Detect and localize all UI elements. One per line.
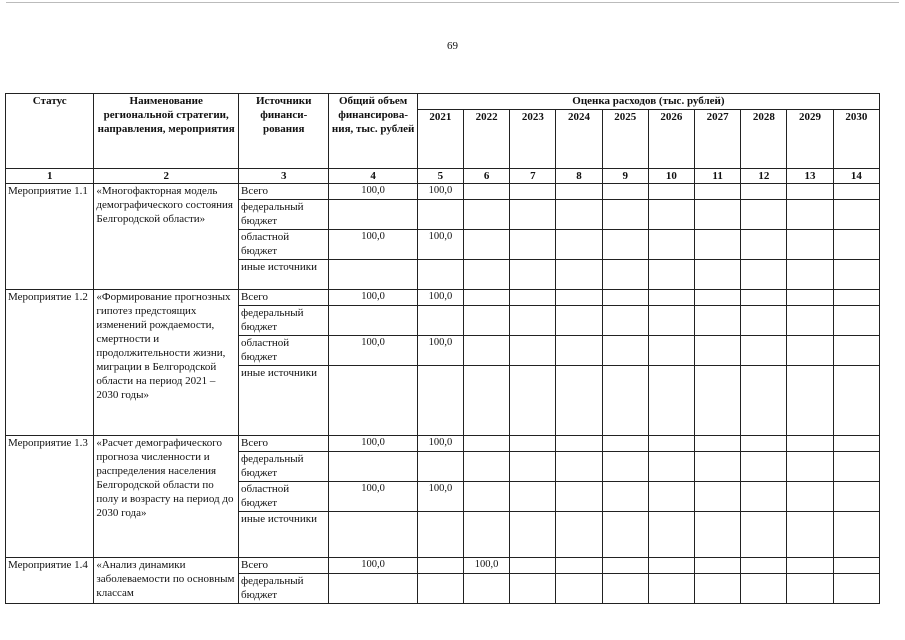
year-2022-value <box>464 512 510 558</box>
source-label: областной бюджет <box>239 482 329 512</box>
year-header: 2027 <box>695 110 741 169</box>
year-2022-value: 100,0 <box>464 558 510 574</box>
total-value <box>329 574 417 604</box>
year-2021-value: 100,0 <box>417 290 463 306</box>
source-label: иные источники <box>239 260 329 290</box>
year-header: 2028 <box>741 110 787 169</box>
column-number: 14 <box>833 169 879 184</box>
column-number: 7 <box>510 169 556 184</box>
year-2021-value <box>417 558 463 574</box>
year-2022-value <box>464 574 510 604</box>
source-label: Всего <box>239 184 329 200</box>
table-row <box>6 558 880 574</box>
source-label: областной бюджет <box>239 336 329 366</box>
year-2021-value: 100,0 <box>417 482 463 512</box>
table-row <box>6 290 880 306</box>
year-header: 2023 <box>510 110 556 169</box>
column-number: 10 <box>648 169 694 184</box>
year-2022-value <box>464 306 510 336</box>
total-value <box>329 452 417 482</box>
column-number: 6 <box>464 169 510 184</box>
column-number: 13 <box>787 169 833 184</box>
column-number: 9 <box>602 169 648 184</box>
column-number: 11 <box>695 169 741 184</box>
year-header: 2030 <box>833 110 879 169</box>
column-numbers-row <box>6 169 880 184</box>
source-label: иные источники <box>239 512 329 558</box>
year-2022-value <box>464 260 510 290</box>
header-status: Статус <box>6 94 94 169</box>
year-2022-value <box>464 184 510 200</box>
year-2021-value <box>417 512 463 558</box>
year-2022-value <box>464 452 510 482</box>
top-rule <box>6 2 899 3</box>
header-total: Общий объем финансирова-ния, тыс. рублей <box>329 94 417 169</box>
year-2022-value <box>464 436 510 452</box>
budget-table <box>5 93 880 604</box>
column-number: 5 <box>417 169 463 184</box>
source-label: федеральный бюджет <box>239 452 329 482</box>
source-label: областной бюджет <box>239 230 329 260</box>
year-2021-value <box>417 200 463 230</box>
year-2021-value: 100,0 <box>417 230 463 260</box>
total-value: 100,0 <box>329 558 417 574</box>
year-2021-value <box>417 366 463 436</box>
year-2022-value <box>464 336 510 366</box>
measure-name: «Анализ динамики заболеваемости по основным классам <box>94 558 239 604</box>
measure-status: Мероприятие 1.3 <box>6 436 94 558</box>
source-label: Всего <box>239 558 329 574</box>
header-estimate: Оценка расходов (тыс. рублей) <box>417 94 879 110</box>
column-number: 12 <box>741 169 787 184</box>
year-header: 2021 <box>417 110 463 169</box>
year-header: 2029 <box>787 110 833 169</box>
page-number: 69 <box>447 40 458 52</box>
year-2021-value <box>417 260 463 290</box>
source-label: Всего <box>239 290 329 306</box>
year-2022-value <box>464 230 510 260</box>
total-value: 100,0 <box>329 436 417 452</box>
source-label: федеральный бюджет <box>239 200 329 230</box>
year-2022-value <box>464 200 510 230</box>
year-header: 2025 <box>602 110 648 169</box>
total-value <box>329 512 417 558</box>
source-label: федеральный бюджет <box>239 306 329 336</box>
table-row <box>6 436 880 452</box>
source-label: Всего <box>239 436 329 452</box>
total-value: 100,0 <box>329 336 417 366</box>
total-value: 100,0 <box>329 230 417 260</box>
column-number: 3 <box>239 169 329 184</box>
year-2022-value <box>464 290 510 306</box>
table-body <box>6 184 880 604</box>
measure-status: Мероприятие 1.4 <box>6 558 94 604</box>
table-row <box>6 184 880 200</box>
measure-name: «Расчет демографического прогноза численности и распределения населения Белгородской области по полу и возрасту на период до 2030 года» <box>94 436 239 558</box>
total-value: 100,0 <box>329 290 417 306</box>
source-label: федеральный бюджет <box>239 574 329 604</box>
total-value <box>329 366 417 436</box>
total-value: 100,0 <box>329 184 417 200</box>
year-2021-value <box>417 306 463 336</box>
year-2022-value <box>464 366 510 436</box>
year-2021-value <box>417 452 463 482</box>
column-number: 2 <box>94 169 239 184</box>
year-2021-value <box>417 574 463 604</box>
year-header: 2026 <box>648 110 694 169</box>
total-value <box>329 306 417 336</box>
header-name: Наименование региональной стратегии, направления, мероприятия <box>94 94 239 169</box>
year-header: 2022 <box>464 110 510 169</box>
year-2022-value <box>464 482 510 512</box>
year-2021-value: 100,0 <box>417 184 463 200</box>
column-number: 8 <box>556 169 602 184</box>
total-value <box>329 200 417 230</box>
column-number: 1 <box>6 169 94 184</box>
column-number: 4 <box>329 169 417 184</box>
measure-status: Мероприятие 1.1 <box>6 184 94 290</box>
measure-name: «Многофакторная модель демографического состояния Белгородской области» <box>94 184 239 290</box>
total-value <box>329 260 417 290</box>
measure-status: Мероприятие 1.2 <box>6 290 94 436</box>
year-2021-value: 100,0 <box>417 436 463 452</box>
year-2021-value: 100,0 <box>417 336 463 366</box>
header-sources: Источники финанси-рования <box>239 94 329 169</box>
total-value: 100,0 <box>329 482 417 512</box>
year-header: 2024 <box>556 110 602 169</box>
source-label: иные источники <box>239 366 329 436</box>
measure-name: «Формирование прогнозных гипотез предстоящих изменений рождаемости, смертности и продолжительности жизни, миграции в Белгородской области на период 2021 – 2030 годы» <box>94 290 239 436</box>
